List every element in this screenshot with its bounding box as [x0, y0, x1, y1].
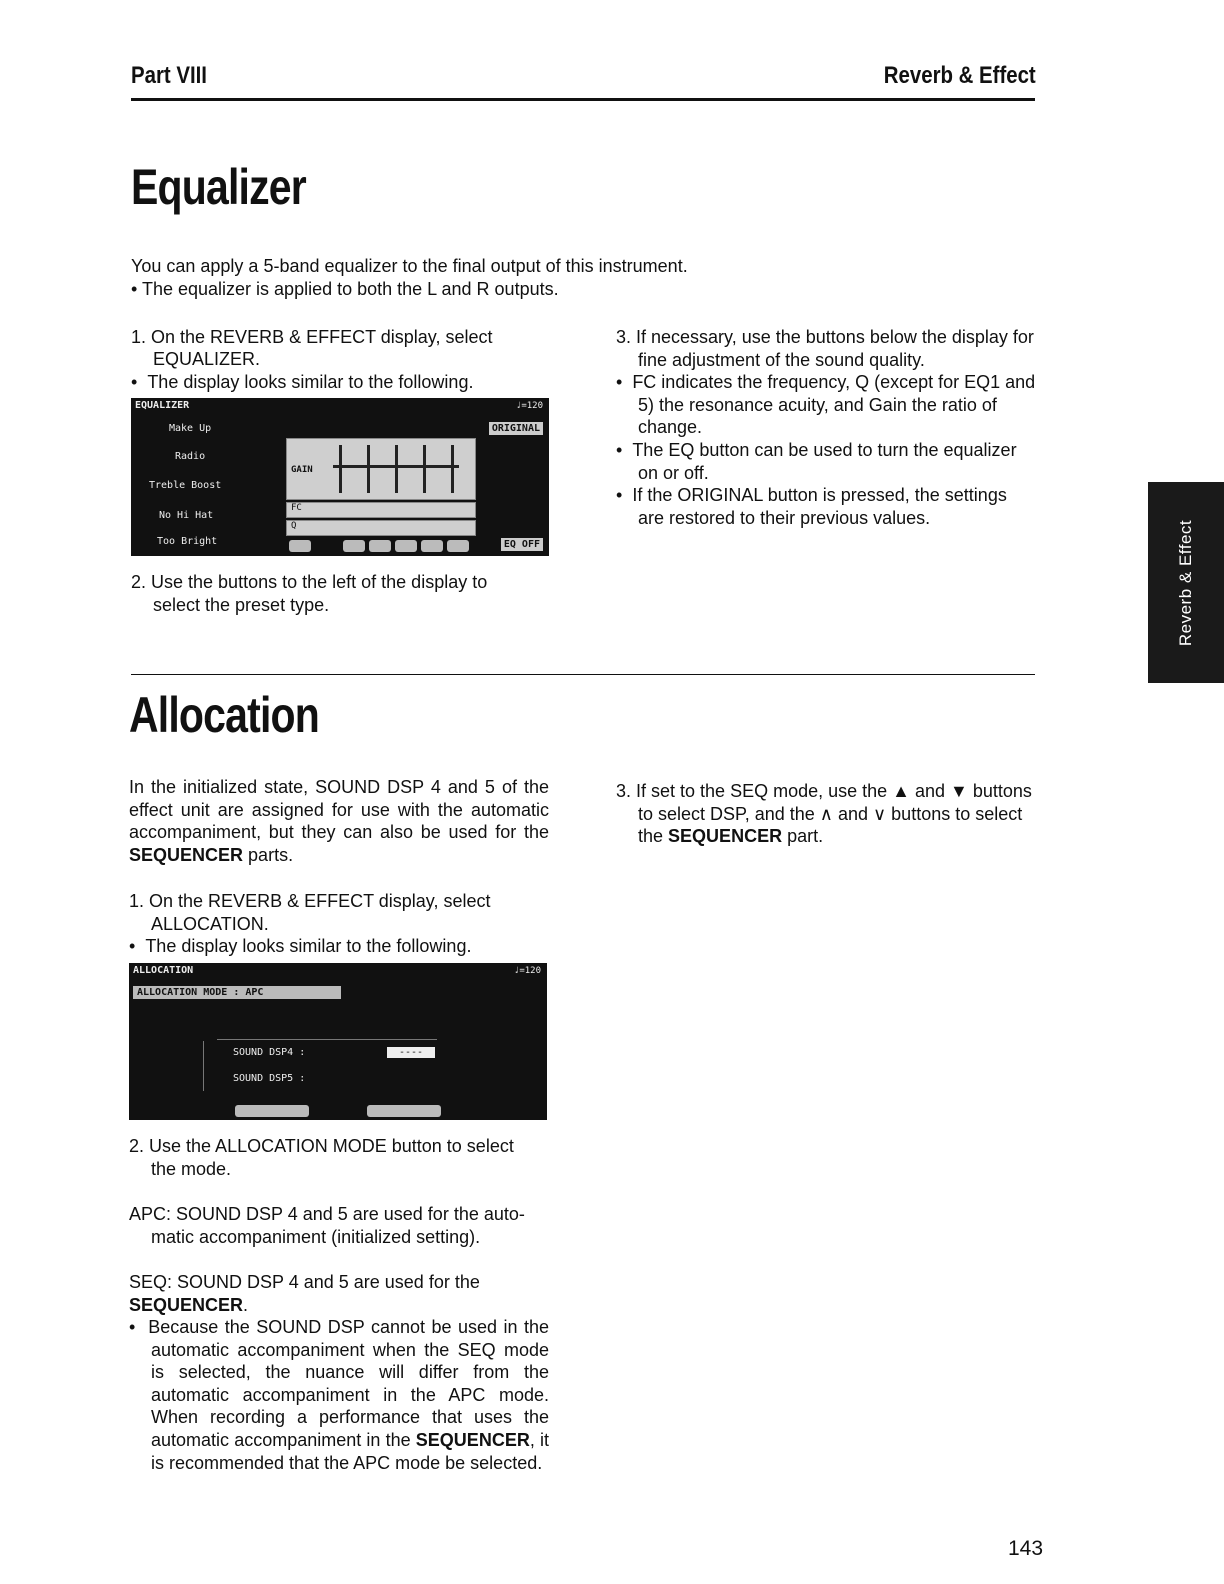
equalizer-intro: You can apply a 5-band equalizer to the final output of this instrument.	[131, 256, 688, 276]
allocation-screen	[129, 963, 547, 1120]
eq-step-2-b: select the preset type.	[153, 595, 330, 615]
slider-4	[423, 445, 426, 493]
alloc-screen-title: ALLOCATION	[133, 965, 194, 976]
fc-row: FC	[286, 502, 476, 518]
eq-fine-button-5[interactable]	[421, 540, 443, 552]
alloc-step-1-bullet: • The display looks similar to the following.	[129, 936, 472, 956]
apc-line-2: matic accompaniment (initialized setting).	[151, 1227, 481, 1247]
slider-2	[367, 445, 370, 493]
dsp5-label: SOUND DSP5 :	[233, 1073, 306, 1084]
preset-treble-boost[interactable]: Treble Boost	[149, 480, 222, 491]
eq-fine-button-3[interactable]	[369, 540, 391, 552]
allocation-mode-button[interactable]: ALLOCATION MODE : APC	[133, 986, 341, 999]
eq-step-3: 3. If necessary, use the buttons below the display for fine adjustment of the sound quality. • FC indicates the frequency, Q (except for EQ1 and 5) the resonance acuity, and Gain the ratio of change. • The EQ button can be used to turn the equalizer on or off. • If the ORIGINAL button is pressed, the settings are restored to their previous values.	[616, 327, 1036, 528]
alloc-step-1: 1. On the REVERB & EFFECT display, select	[129, 891, 491, 911]
original-button[interactable]: ORIGINAL	[489, 422, 543, 435]
eq-step-1-bullet: • The display looks similar to the following.	[131, 372, 474, 392]
section-divider	[131, 674, 1035, 675]
eq-step-2: 2. Use the buttons to the left of the display to	[131, 572, 488, 592]
alloc-step-2-b: the mode.	[151, 1159, 232, 1179]
eq-screen-title: EQUALIZER	[135, 400, 190, 411]
preset-no-hi-hat[interactable]: No Hi Hat	[159, 510, 214, 521]
seq-line: SEQ: SOUND DSP 4 and 5 are used for the SEQUENCER.	[129, 1272, 480, 1315]
eq-fine-button-1[interactable]	[289, 540, 311, 552]
eq-fine-button-2[interactable]	[343, 540, 365, 552]
side-tab: Reverb & Effect	[1148, 482, 1224, 683]
slider-3	[395, 445, 398, 493]
page-number: 143	[1008, 1537, 1044, 1560]
screen-rule	[217, 1039, 437, 1040]
eq-off-button[interactable]: EQ OFF	[501, 538, 543, 551]
alloc-step-1-b: ALLOCATION.	[151, 914, 269, 934]
screen-vrule	[203, 1041, 204, 1091]
equalizer-intro-bullet: • The equalizer is applied to both the L and R outputs.	[131, 279, 559, 299]
allocation-intro: In the initialized state, SOUND DSP 4 and 5 of the effect unit are assigned for use with the automatic accompaniment, but they can also be used for the SEQUENCER parts.	[129, 777, 549, 865]
q-row: Q	[286, 520, 476, 536]
alloc-step-2: 2. Use the ALLOCATION MODE button to select	[129, 1136, 514, 1156]
preset-too-bright[interactable]: Too Bright	[157, 536, 218, 547]
eq-fine-button-4[interactable]	[395, 540, 417, 552]
eq-step-1: 1. On the REVERB & EFFECT display, select	[131, 327, 493, 347]
dsp4-value[interactable]: ----	[387, 1047, 435, 1058]
alloc-screen-tempo: ♩=120	[513, 966, 541, 976]
slider-5	[451, 445, 454, 493]
preset-make-up[interactable]: Make Up	[169, 423, 212, 434]
allocation-title: Allocation	[129, 687, 319, 743]
seq-bullet: • Because the SOUND DSP cannot be used in the automatic accompaniment when the SEQ mode is selected, the nuance will differ from the automatic accompaniment in the APC mode. When recording a performance that uses the automatic accompaniment in the SEQUENCER, it is recommended that the APC mode be selected.	[129, 1317, 549, 1473]
eq-screen-tempo: ♩=120	[515, 401, 543, 411]
slider-crossbar	[333, 465, 459, 468]
section-label: Reverb & Effect	[884, 62, 1036, 89]
slider-1	[339, 445, 342, 493]
eq-step-1-b: EQUALIZER.	[153, 349, 261, 369]
part-label: Part VIII	[131, 62, 207, 89]
equalizer-screen	[131, 398, 549, 556]
header-rule	[131, 98, 1035, 101]
apc-line-1: APC: SOUND DSP 4 and 5 are used for the auto-	[129, 1204, 525, 1224]
dsp4-label: SOUND DSP4 :	[233, 1047, 306, 1058]
gain-label: GAIN	[291, 465, 313, 475]
part-select-button[interactable]	[367, 1105, 441, 1117]
eq-gain-panel	[286, 438, 476, 500]
equalizer-title: Equalizer	[131, 159, 306, 215]
alloc-step-3: 3. If set to the SEQ mode, use the ▲ and ▼ buttons to select DSP, and the ∧ and ∨ buttons to select the SEQUENCER part.	[616, 781, 1032, 847]
dsp-select-button[interactable]	[235, 1105, 309, 1117]
preset-radio[interactable]: Radio	[175, 451, 206, 462]
eq-fine-button-6[interactable]	[447, 540, 469, 552]
